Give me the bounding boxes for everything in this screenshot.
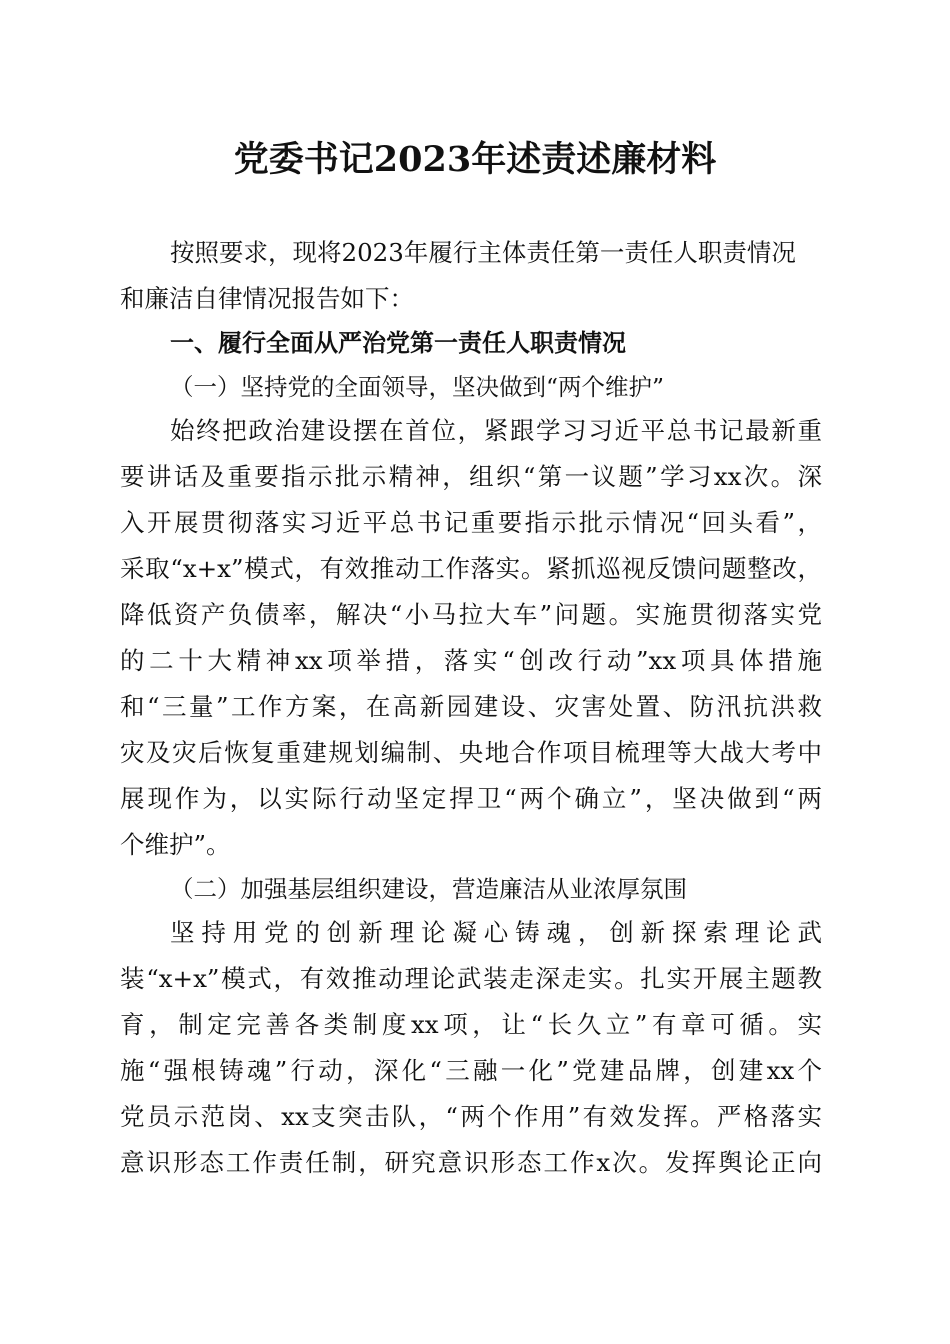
subsection-heading: （二）加强基层组织建设，营造廉洁从业浓厚氛围 — [170, 875, 687, 903]
document-title: 党委书记2023年述责述廉材料 — [233, 139, 717, 180]
paragraph-line: 采取“x+x”模式，有效推动工作落实。紧抓巡视反馈问题整改， — [120, 554, 822, 583]
paragraph-line: 和廉洁自律情况报告如下： — [120, 284, 414, 313]
paragraph-line: 按照要求，现将2023年履行主体责任第一责任人职责情况 — [170, 238, 796, 267]
paragraph-line: 育，制定完善各类制度xx项，让“长久立”有章可循。实 — [120, 1010, 822, 1039]
paragraph-line: 要讲话及重要指示批示精神，组织“第一议题”学习xx次。深 — [120, 462, 822, 491]
paragraph-line: 意识形态工作责任制，研究意识形态工作x次。发挥舆论正向 — [120, 1148, 822, 1177]
subsection-heading: （一）坚持党的全面领导，坚决做到“两个维护” — [170, 373, 665, 401]
paragraph-line: 和“三量”工作方案，在高新园建设、灾害处置、防汛抗洪救 — [120, 692, 822, 721]
paragraph-line: 始终把政治建设摆在首位，紧跟学习习近平总书记最新重 — [170, 416, 822, 445]
paragraph-line: 个维护”。 — [120, 830, 231, 859]
paragraph-line: 灾及灾后恢复重建规划编制、央地合作项目梳理等大战大考中 — [120, 738, 822, 767]
paragraph-line: 降低资产负债率，解决“小马拉大车”问题。实施贯彻落实党 — [120, 600, 822, 629]
paragraph-line: 党员示范岗、xx支突击队，“两个作用”有效发挥。严格落实 — [120, 1102, 822, 1131]
paragraph-line: 坚持用党的创新理论凝心铸魂，创新探索理论武 — [170, 918, 822, 947]
paragraph-line: 装“x+x”模式，有效推动理论武装走深走实。扎实开展主题教 — [120, 964, 822, 993]
paragraph-line: 入开展贯彻落实习近平总书记重要指示批示情况“回头看”， — [120, 508, 822, 537]
paragraph-line: 施“强根铸魂”行动，深化“三融一化”党建品牌，创建xx个 — [120, 1056, 822, 1085]
paragraph-line: 展现作为，以实际行动坚定捍卫“两个确立”，坚决做到“两 — [120, 784, 822, 813]
section-heading: 一、履行全面从严治党第一责任人职责情况 — [170, 329, 626, 357]
paragraph-line: 的二十大精神xx项举措，落实“创改行动”xx项具体措施 — [120, 646, 822, 675]
